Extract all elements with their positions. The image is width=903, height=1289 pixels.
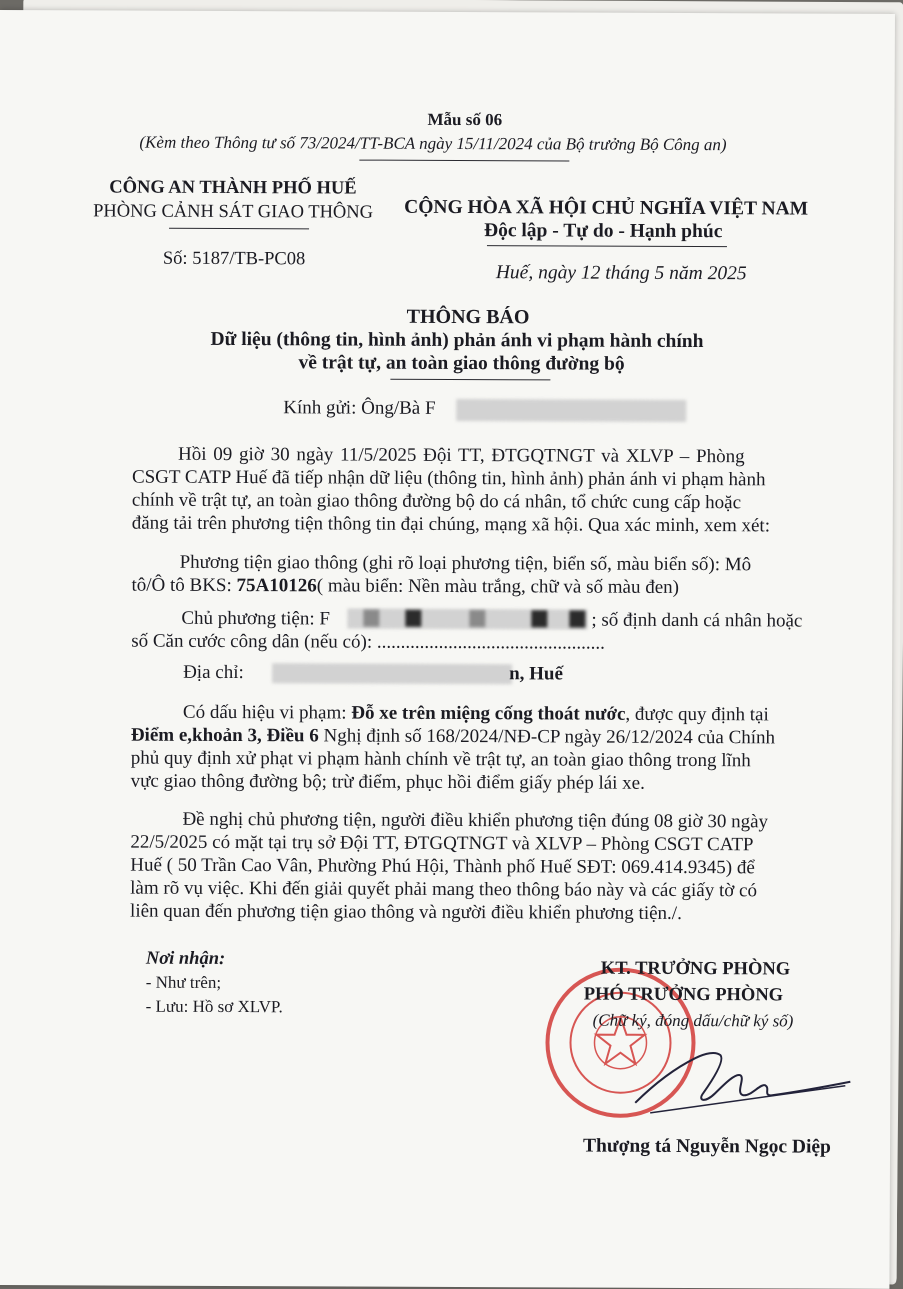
divider — [487, 245, 727, 247]
paragraph-line: làm rõ vụ việc. Khi đến giải quyết phải mang theo thông báo này và các giấy tờ có — [130, 877, 758, 902]
paragraph-line: CSGT CATP Huế đã tiếp nhận dữ liệu (thông tin, hình ảnh) phản ánh vi phạm hành — [131, 466, 766, 491]
redacted-block — [405, 610, 421, 627]
notice-title: THÔNG BÁO — [406, 305, 530, 329]
redacted-block — [531, 610, 547, 627]
violation-legal-line — [131, 724, 775, 750]
handwritten-signature — [625, 1033, 855, 1124]
paragraph-line: chính về trật tự, an toàn giao thông đường bộ do cá nhân, tổ chức cung cấp hoặc — [131, 489, 742, 514]
paragraph-line: Hồi 09 giờ 30 ngày 11/5/2025 Đội TT, ĐTGQTNGT và XLVP – Phòng — [178, 443, 745, 468]
notice-subtitle-2: về trật tự, an toàn giao thông đường bộ — [298, 352, 625, 375]
address-label: Địa chỉ: — [183, 661, 244, 684]
notice-subtitle-1: Dữ liệu (thông tin, hình ảnh) phản ánh vi phạm hành chính — [210, 328, 704, 353]
recipient-item: - Lưu: Hồ sơ XLVP. — [145, 996, 283, 1017]
redacted-owner — [347, 609, 587, 630]
divider — [169, 228, 309, 230]
violation-prefix: Có dấu hiệu vi phạm: — [182, 701, 352, 724]
redacted-address — [272, 663, 512, 684]
plate-color: ( màu biển: Nền màu trắng, chữ và số màu đen) — [316, 575, 680, 598]
owner-tail: ; số định danh cá nhân hoặc — [591, 609, 803, 632]
agency-parent: CÔNG AN THÀNH PHỐ HUẾ — [109, 177, 357, 199]
form-number: Mẫu số 06 — [427, 109, 503, 130]
legal-clause: Điểm e,khoản 3, Điều 6 — [130, 724, 319, 747]
legal-decree: Nghị định số 168/2024/NĐ-CP ngày 26/12/2024 của Chính — [318, 725, 776, 749]
recipient-item: - Như trên; — [145, 972, 222, 992]
paragraph-line: liên quan đến phương tiện giao thông và người điều khiển phương tiện./. — [130, 900, 682, 924]
paragraph-line: vực giao thông đường bộ; trừ điểm, phục hồi điểm giấy phép lái xe. — [130, 770, 645, 794]
signature-title-2: PHÓ TRƯỞNG PHÒNG — [583, 984, 784, 1006]
form-attachment: (Kèm theo Thông tư số 73/2024/TT-BCA ngày 15/11/2024 của Bộ trưởng Bộ Công an) — [139, 132, 727, 155]
owner-label: Chủ phương tiện: F — [181, 607, 331, 630]
motto: Độc lập - Tự do - Hạnh phúc — [483, 220, 723, 243]
paragraph-line: Đề nghị chủ phương tiện, người điều khiển phương tiện đúng 08 giờ 30 ngày — [182, 808, 769, 833]
divider — [359, 160, 569, 162]
agency-name: PHÒNG CẢNH SÁT GIAO THÔNG — [93, 201, 374, 223]
paragraph-line: 22/5/2025 có mặt tại trụ sở Đội TT, ĐTGQTNGT và XLVP – Phòng CSGT CATP — [130, 831, 754, 856]
recipient: Kính gửi: Ông/Bà F — [283, 397, 436, 419]
plate-number: 75A10126 — [236, 575, 317, 597]
violation-line — [183, 701, 769, 727]
redacted-block — [569, 610, 585, 627]
violation-suffix: , được quy định tại — [625, 703, 769, 726]
document-page — [0, 10, 895, 1289]
signature-note: (Chữ ký, đóng dấu/chữ ký số) — [592, 1010, 794, 1031]
redacted-block — [363, 610, 379, 627]
recipients-heading: Nơi nhận: — [145, 948, 226, 969]
vehicle-plate-line — [131, 574, 679, 599]
paragraph-line: Huế ( 50 Trần Cao Vân, Phường Phú Hội, Thành phố Huế SĐT: 069.414.9345) để — [130, 854, 755, 879]
id-number-line: số Căn cước công dân (nếu có): ................................................ — [131, 630, 605, 654]
paragraph-line: đăng tải trên phương tiện thông tin đại chúng, mạng xã hội. Qua xác minh, xem xét: — [131, 512, 771, 537]
place-date: Huế, ngày 12 tháng 5 năm 2025 — [495, 262, 747, 285]
violation-description: Đỗ xe trên miệng cống thoát nước — [351, 702, 626, 725]
address-tail: n, Huế — [509, 663, 564, 685]
signature-title-1: KT. TRƯỞNG PHÒNG — [600, 958, 791, 980]
redacted-name — [456, 399, 686, 422]
document-number: Số: 5187/TB-PC08 — [162, 248, 306, 270]
paragraph-line: phủ quy định xử phạt vi phạm hành chính về trật tự, an toàn giao thông trong lĩnh — [130, 747, 751, 772]
paragraph-line: Phương tiện giao thông (ghi rõ loại phương tiện, biển số, màu biển số): Mô — [179, 551, 752, 576]
republic-name: CỘNG HÒA XÃ HỘI CHỦ NGHĨA VIỆT NAM — [404, 196, 809, 220]
plate-prefix: tô/Ô tô BKS: — [131, 574, 237, 597]
divider — [390, 379, 550, 381]
signer-name: Thượng tá Nguyễn Ngọc Diệp — [583, 1135, 831, 1158]
redacted-block — [469, 610, 485, 627]
